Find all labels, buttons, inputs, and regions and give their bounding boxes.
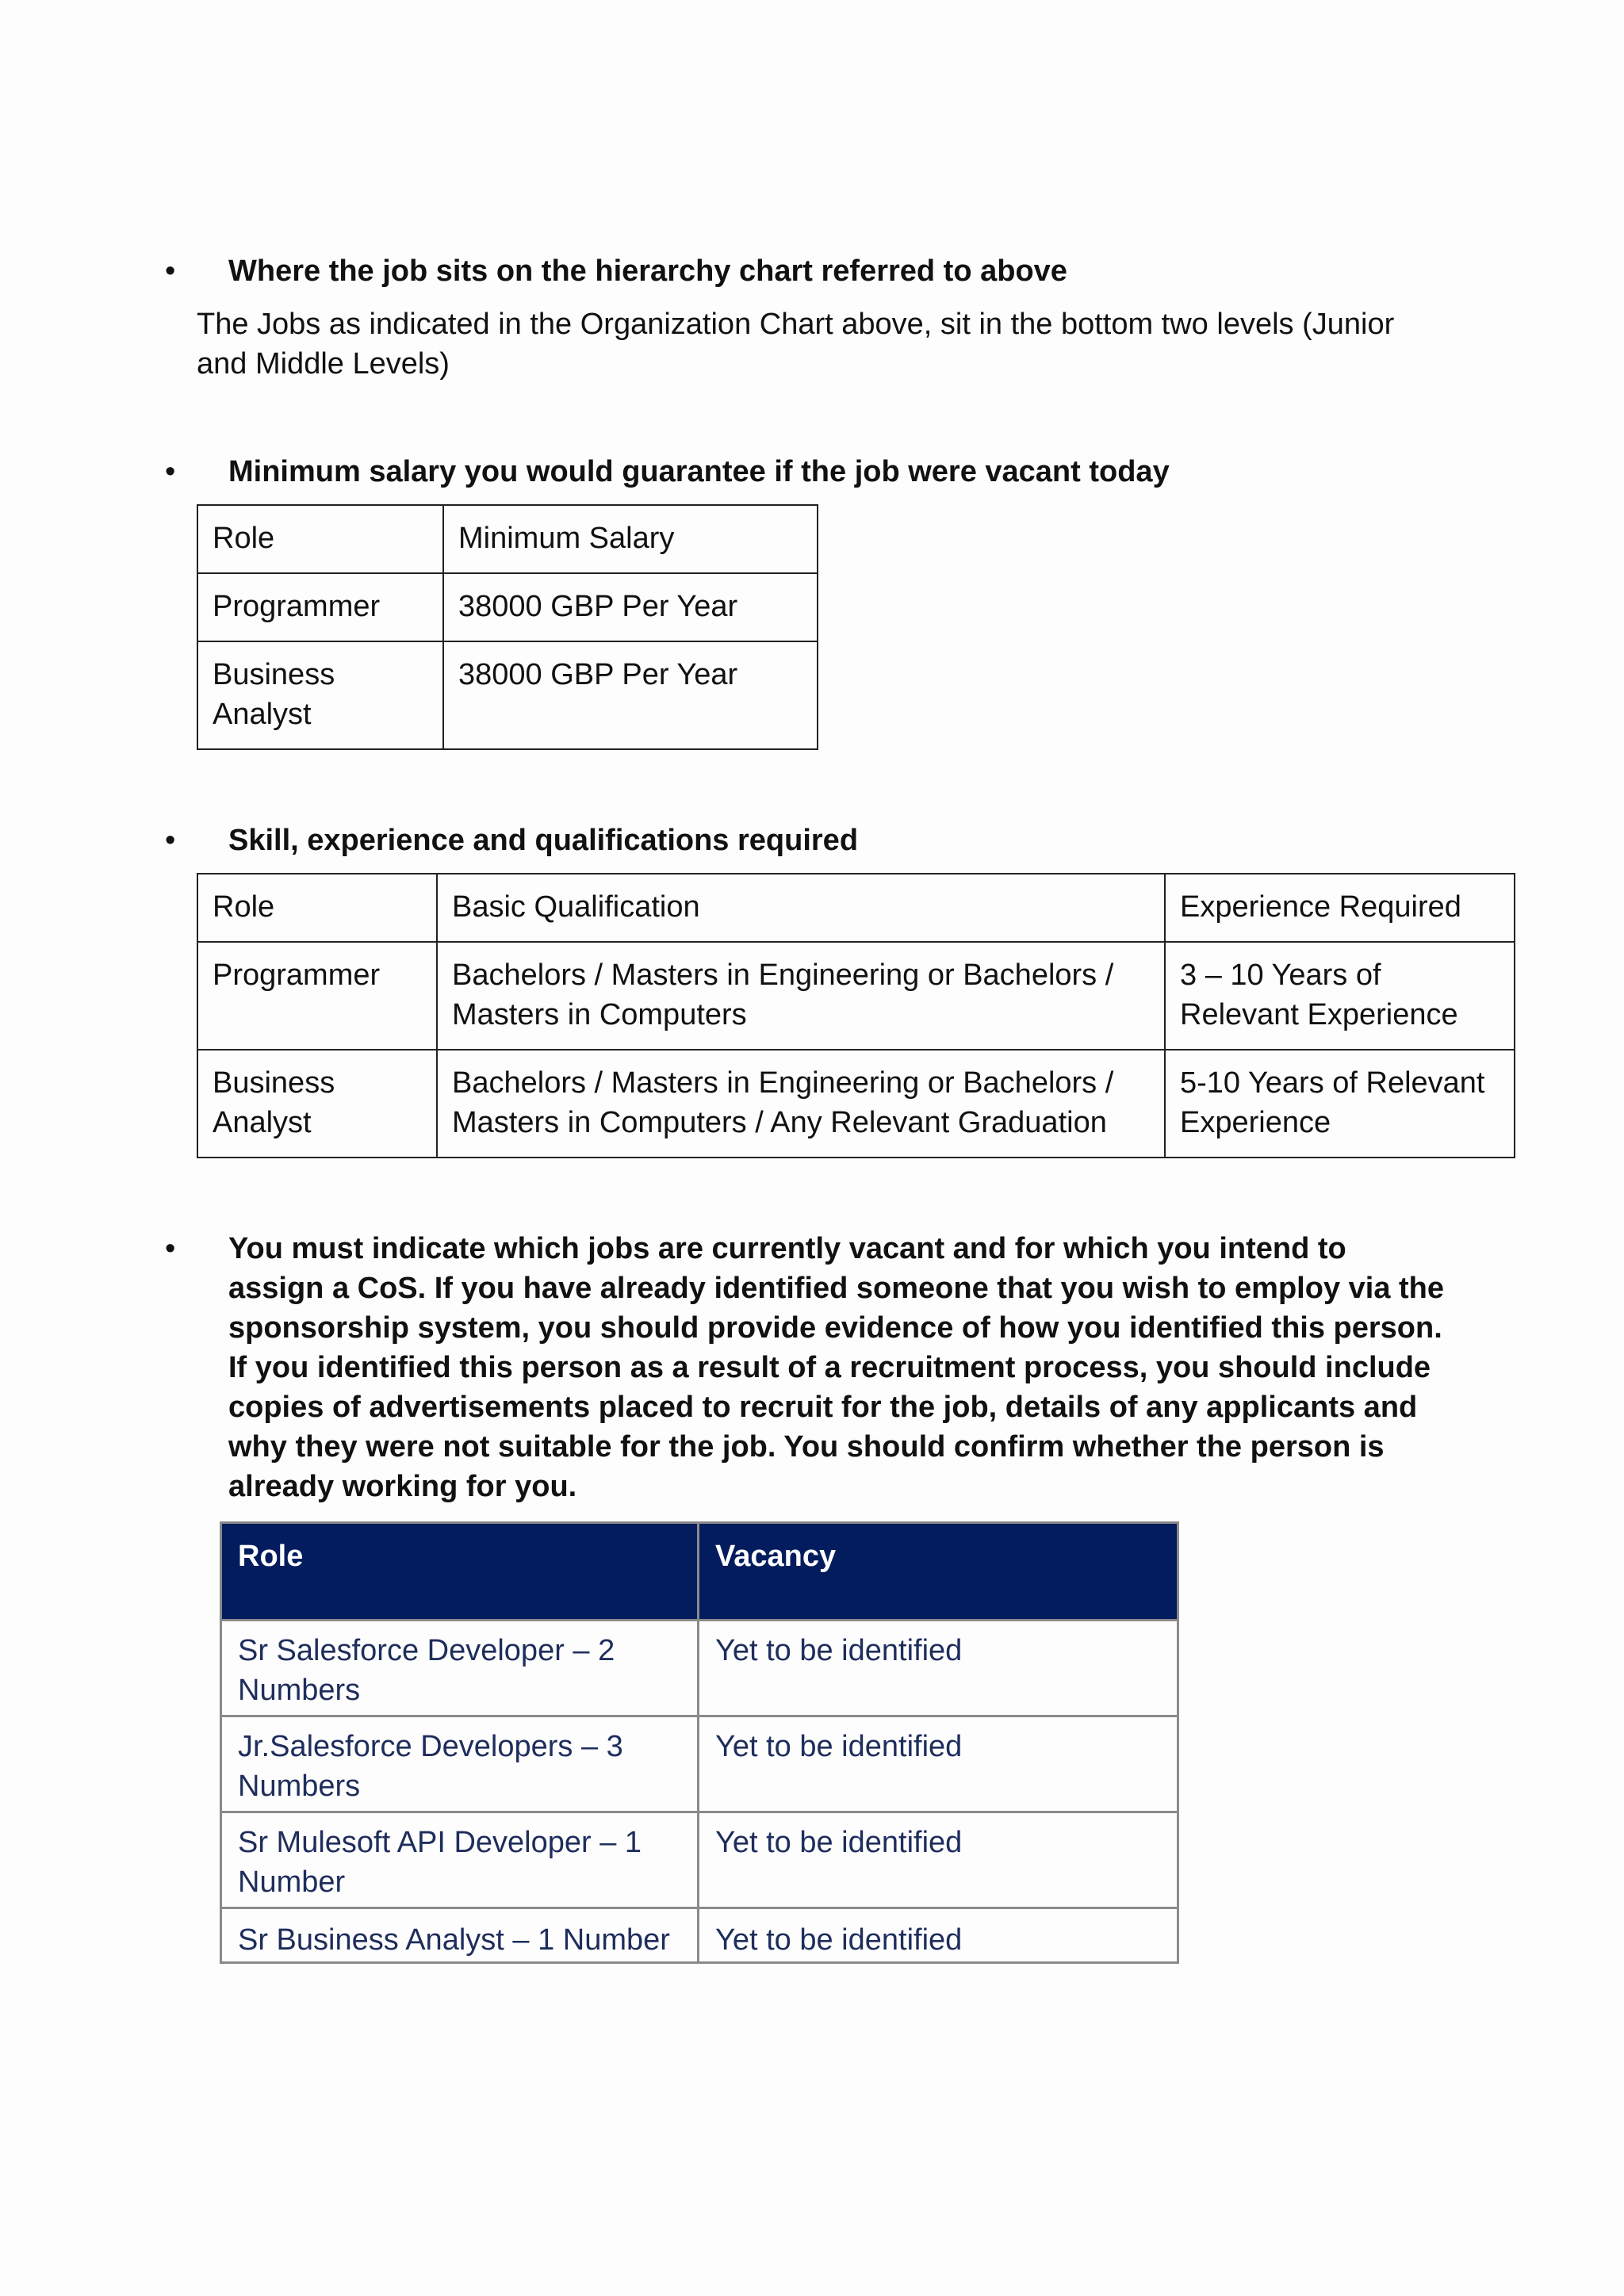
role-cell: Jr.Salesforce Developers – 3 Numbers [221,1716,699,1812]
header-cell: Vacancy [699,1523,1178,1621]
heading-text: Skill, experience and qualifications required [228,824,859,857]
vacancy-cell: Yet to be identified [699,1621,1178,1716]
heading-text: Minimum salary you would guarantee if the job were vacant today [228,455,1170,488]
salary-cell: 38000 GBP Per Year [443,641,818,749]
table-row [197,942,1515,1050]
bullet-dot: • [165,254,176,288]
role-cell: Programmer [197,573,443,641]
bullet-dot: • [165,455,176,488]
bullet-dot: • [165,1232,176,1265]
vacancy-cell: Yet to be identified [699,1716,1178,1812]
header-cell: Role [221,1523,699,1621]
role-cell: Sr Mulesoft API Developer – 1 Number [221,1812,699,1908]
section-heading-salary [165,452,1450,492]
table-row [197,573,818,641]
hierarchy-paragraph: The Jobs as indicated in the Organization Chart above, sit in the bottom two levels (Junior and Middle Levels) [197,308,1395,381]
qualification-cell: Bachelors / Masters in Engineering or Bachelors / Masters in Computers / Any Relevant Graduation [437,1050,1165,1158]
header-cell: Role [197,505,443,573]
table-row [197,1050,1515,1158]
header-cell: Minimum Salary [443,505,818,573]
table-row [221,1908,1178,1963]
experience-cell: 5-10 Years of Relevant Experience [1165,1050,1515,1158]
vacancy-cell: Yet to be identified [699,1908,1178,1963]
salary-cell: 38000 GBP Per Year [443,573,818,641]
table-header-row [197,874,1515,942]
table-row [221,1716,1178,1812]
table-row [197,641,818,749]
role-cell: Sr Salesforce Developer – 2 Numbers [221,1621,699,1716]
header-cell: Experience Required [1165,874,1515,942]
table-row [221,1812,1178,1908]
heading-text: Where the job sits on the hierarchy chart referred to above [228,254,1067,288]
vacancy-cell: Yet to be identified [699,1812,1178,1908]
section-heading-skills [165,821,1450,860]
role-cell: Programmer [197,942,437,1050]
section-heading-hierarchy [165,251,1450,291]
header-cell: Role [197,874,437,942]
table-row [221,1621,1178,1716]
experience-cell: 3 – 10 Years of Relevant Experience [1165,942,1515,1050]
qualification-cell: Bachelors / Masters in Engineering or Bachelors / Masters in Computers [437,942,1165,1050]
role-cell: Sr Business Analyst – 1 Number [221,1908,699,1963]
skills-table [197,873,1515,1158]
role-cell: Business Analyst [197,641,443,749]
table-header-row [197,505,818,573]
vacancy-table [220,1521,1179,1964]
table-header-row [221,1523,1178,1621]
heading-text: You must indicate which jobs are currently vacant and for which you intend to assign a CoS. If you have already identified someone that you wish to employ via the sponsorship system, you should provide evidence of how you identified this person. If you identified this person as a result of a recruitment process, you should include copies of advertisements placed to recruit for the job, details of any applicants and why they were not suitable for the job. You should confirm whether the person is already working for you. [228,1232,1445,1503]
section-heading-vacancies [165,1229,1450,1506]
bullet-dot: • [165,824,176,857]
header-cell: Basic Qualification [437,874,1165,942]
salary-table [197,504,818,750]
role-cell: Business Analyst [197,1050,437,1158]
